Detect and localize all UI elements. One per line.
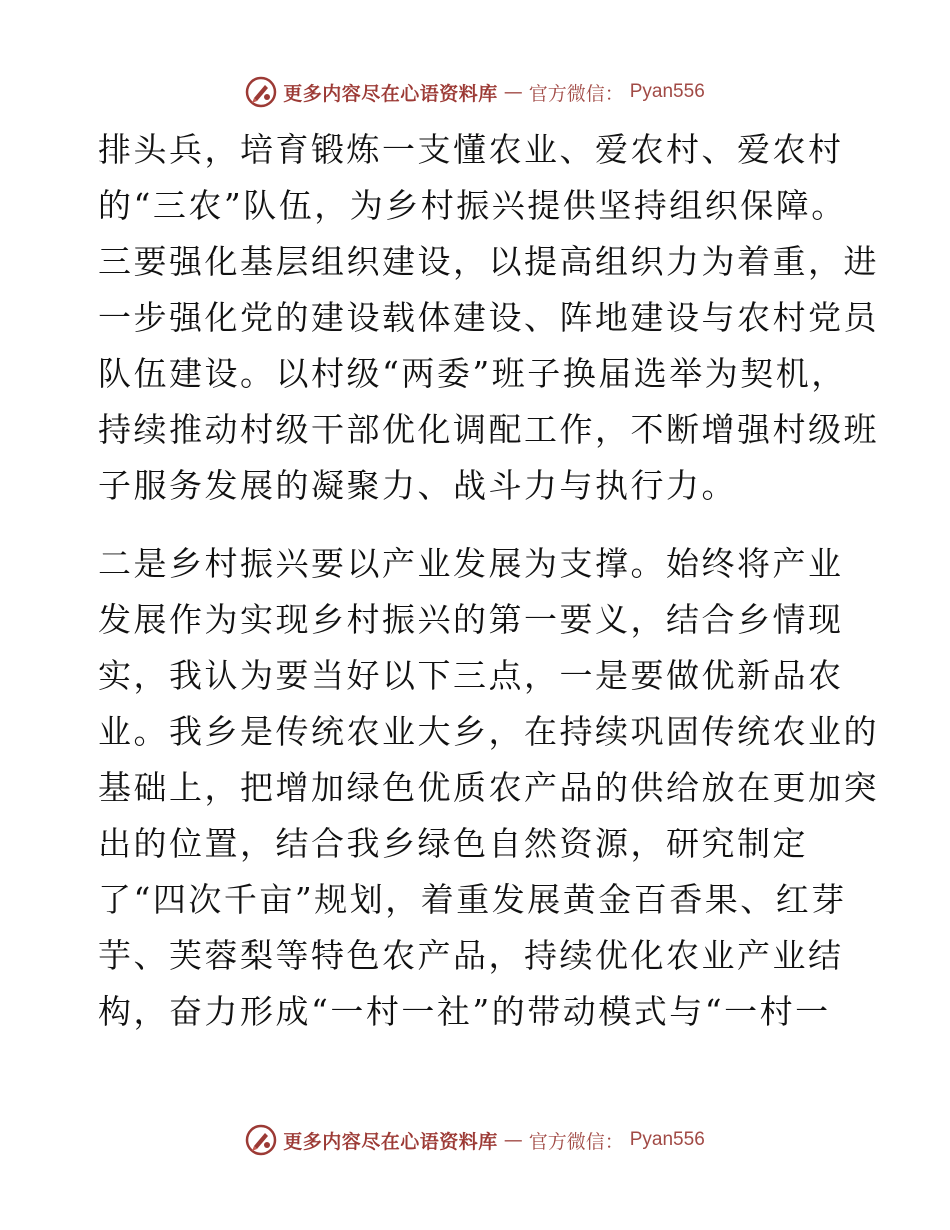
text-line: 构，奋力形成“一村一社”的带动模式与“一村一 — [98, 992, 831, 1031]
watermark-label: 官方微信： — [528, 1130, 624, 1153]
watermark-separator: — — [503, 1129, 523, 1151]
text-line: 一步强化党的建设载体建设、阵地建设与农村党员 — [98, 298, 879, 337]
watermark-wechat-id: Pyan556 — [629, 81, 705, 102]
paragraph-2 — [98, 536, 879, 1040]
text-line: 二是乡村振兴要以产业发展为支撑。始终将产业 — [98, 544, 844, 583]
pen-seal-icon — [245, 1124, 277, 1156]
text-line: 的“三农”队伍，为乡村振兴提供坚持组织保障。 — [98, 186, 847, 225]
watermark-title: 更多内容尽在心语资料库 — [283, 1130, 498, 1153]
text-line: 排头兵，培育锻炼一支懂农业、爱农村、爱农村 — [98, 130, 844, 169]
text-line: 基础上，把增加绿色优质农产品的供给放在更加突 — [98, 768, 879, 807]
pen-seal-icon — [245, 76, 277, 108]
paragraph-spacer — [98, 514, 858, 536]
document-body — [98, 122, 879, 1040]
text-line: 业。我乡是传统农业大乡，在持续巩固传统农业的 — [98, 712, 879, 751]
watermark-separator: — — [503, 81, 523, 103]
watermark-wechat-id: Pyan556 — [629, 1129, 705, 1150]
text-line: 三要强化基层组织建设，以提高组织力为着重，进 — [98, 242, 879, 281]
text-line: 队伍建设。以村级“两委”班子换届选举为契机， — [98, 354, 847, 393]
footer-watermark — [0, 1123, 950, 1157]
text-line: 出的位置，结合我乡绿色自然资源，研究制定 — [98, 824, 808, 863]
text-line: 子服务发展的凝聚力、战斗力与执行力。 — [98, 466, 737, 505]
text-line: 持续推动村级干部优化调配工作，不断增强村级班 — [98, 410, 879, 449]
paragraph-1 — [98, 122, 879, 514]
watermark-label: 官方微信： — [528, 82, 624, 105]
text-line: 发展作为实现乡村振兴的第一要义，结合乡情现 — [98, 600, 844, 639]
text-line: 了“四次千亩”规划，着重发展黄金百香果、红芽 — [98, 880, 847, 919]
watermark-title: 更多内容尽在心语资料库 — [283, 82, 498, 105]
header-watermark — [0, 75, 950, 109]
text-line: 芋、芙蓉梨等特色农产品，持续优化农业产业结 — [98, 936, 844, 975]
text-line: 实，我认为要当好以下三点，一是要做优新品农 — [98, 656, 844, 695]
